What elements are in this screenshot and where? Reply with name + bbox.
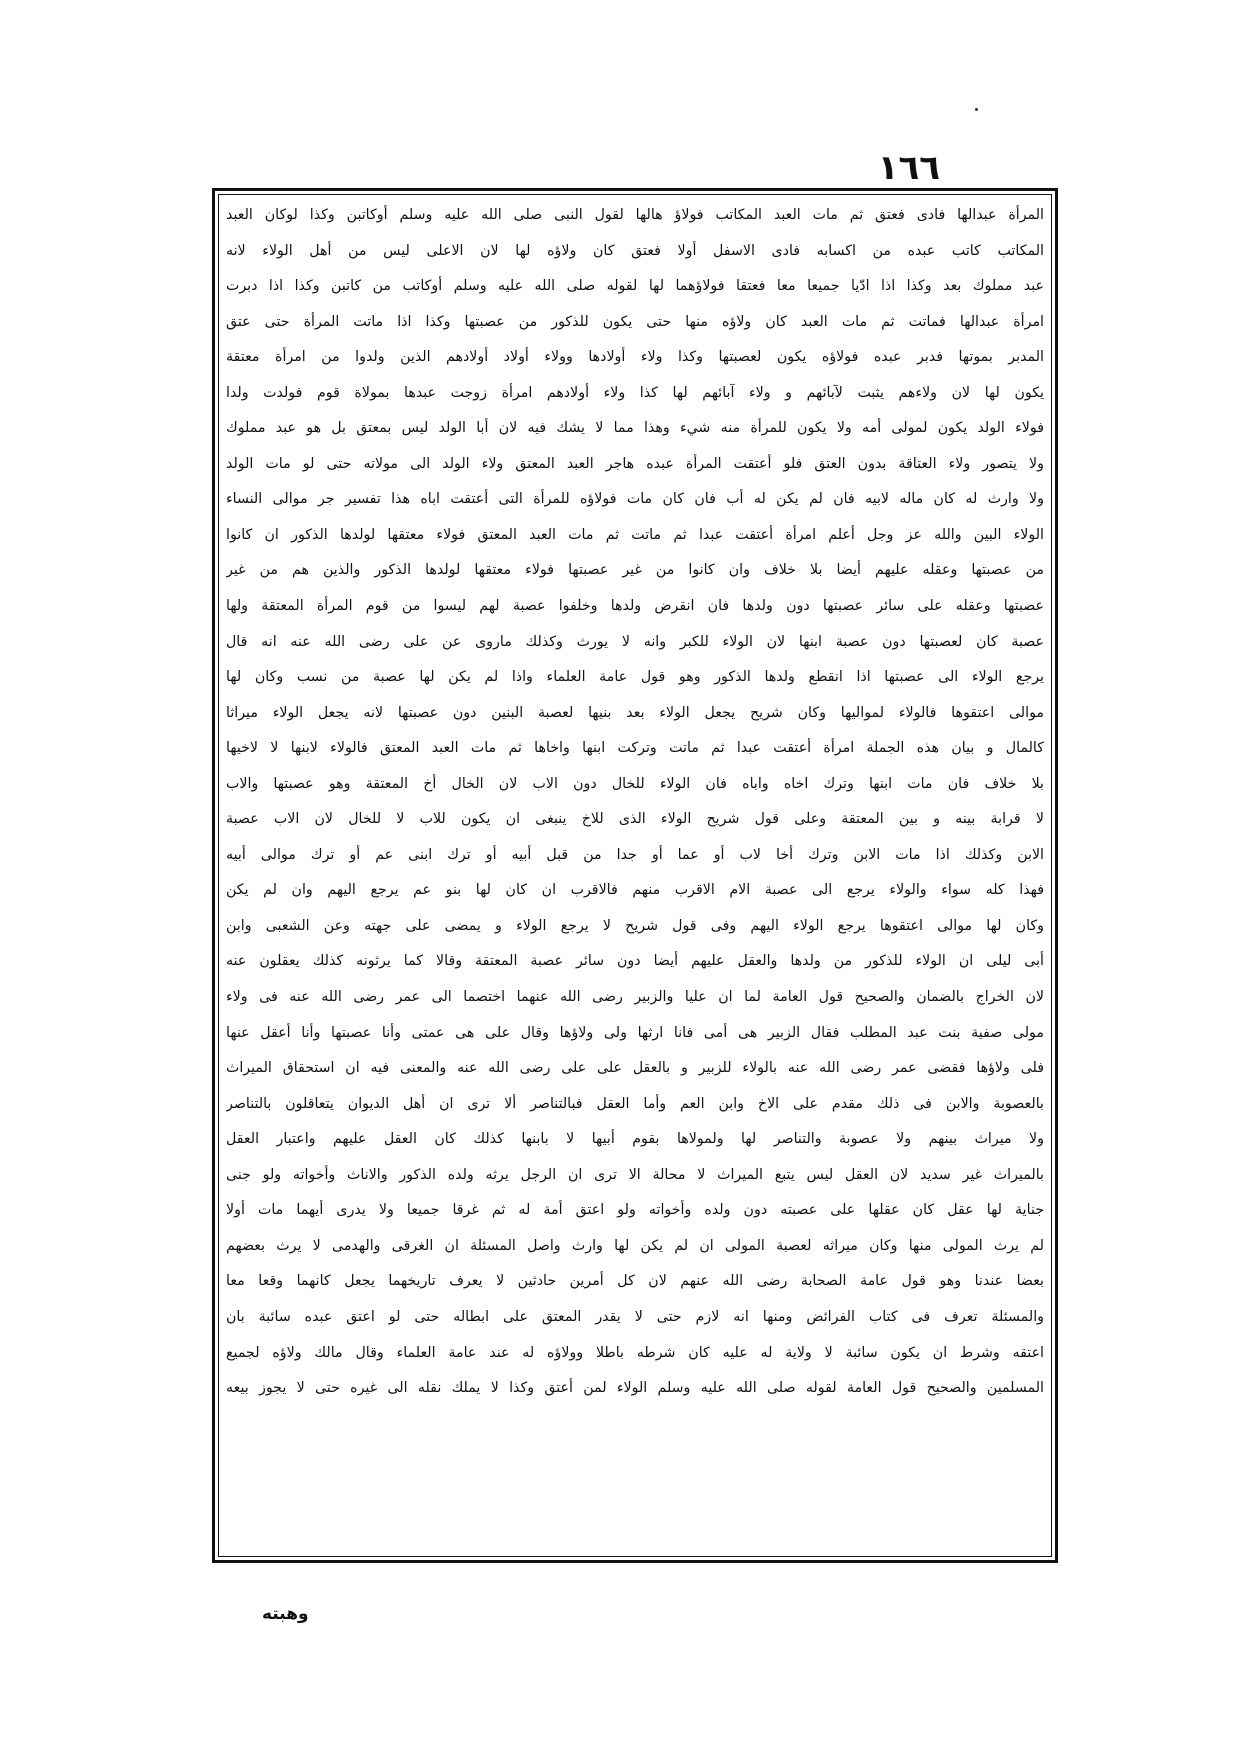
text-line: ولا وارث له كان ماله لابيه فان لم يكن له أب فان كان مات فولاؤه للمرأة التى أعتقت اباه هذا تفسير جر موالى النساء <box>226 491 1044 508</box>
text-line: لان الخراج بالضمان والصحيح قول العامة لما ان عليا والزبير رضى الله عنهما اختصما الى عمر رضى الله عنه فى ولاء <box>226 989 1044 1006</box>
text-line: يكون لها لان ولاءهم يثبت لآبائهم و ولاء آبائهم لها كذا ولاء أولادهم امرأة زوجت عبدها بمولاة قوم فولدت ولدا <box>226 384 1044 401</box>
text-line: المسلمين والصحيح قول العامة لقوله صلى الله عليه وسلم الولاء لمن أعتق وكذا لا يملك نقله الى غيره حتى لا يجوز بيعه <box>226 1380 1044 1397</box>
text-line: لم يرث المولى منها وكان ميراثه لعصبة المولى ان لم يكن لها وارث واصل المسئلة ان الغرقى والهدمى لا يرث بعضهم <box>226 1237 1044 1254</box>
text-line: الولاء البين والله عز وجل أعلم امرأة أعتقت عبدا ثم ماتت ثم مات العبد المعتق فولاء معتقها لولدها الذكور ان كانوا <box>226 526 1044 543</box>
text-line: المرأة عبدالها فادى فعتق ثم مات العبد المكاتب فولاؤ هالها لقول النبى صلى الله عليه وسلم أوكاتبن وكذا لوكان العبد <box>226 207 1044 223</box>
text-line: أبى ليلى ان الولاء للذكور من ولدها والعقل عليهم أيضا دون سائر عصبة المعتقة وقالا كما يرثونه كذلك يعقلون عنه <box>226 953 1044 970</box>
body-text <box>226 198 1044 1550</box>
page-number: ١٦٦ <box>877 148 940 188</box>
text-line: عصبة كان لعصبتها دون عصبة ابنها لان الولاء للكبر وانه لا يورث وكذلك ماروى عن على رضى الله عنه انه قال <box>226 633 1044 650</box>
stray-mark <box>975 108 978 111</box>
text-line: وكان لها موالى اعتقوها يرجع الولاء اليهم وفى قول شريح لا يرجع الولاء و يمضى على جهته وعن الشعبى وابن <box>226 917 1044 934</box>
text-line: امرأة عبدالها فماتت ثم مات العبد كان ولاؤه منها حتى يكون للذكور من عصبتها وكذا اذا ماتت المرأة حتى عتق <box>226 313 1044 330</box>
text-line: ولا ميراث بينهم ولا عصوبة والتناصر لها ولمولاها بقوم أبيها لا بابنها كذلك كان العقل عليهم واعتبار العقل <box>226 1131 1044 1148</box>
text-line: عصبتها وعقله على سائر عصبتها دون ولدها فان انقرض ولدها وخلفوا عصبة لهم ليسوا من قوم المرأة المعتقة ولها <box>226 598 1044 615</box>
text-line: جناية لها عقل كان عقلها على عصبته دون ولده وأخواته ولو اعتق أمة له ثم غرقا جميعا ولا يدرى أيهما مات أولا <box>226 1202 1044 1219</box>
text-line: ولا يتصور ولاء العتاقة بدون العتق فلو أعتقت المرأة عبده هاجر العبد المعتق ولاء الولد الى مولاته حتى لو مات الولد <box>226 455 1044 472</box>
text-line: فلى ولاؤها فقضى عمر رضى الله عنه بالولاء للزبير و بالعقل على على رضى الله عنه والمعنى فيه ان استحقاق الميراث <box>226 1060 1044 1077</box>
text-line: بعضا عندنا وهو قول عامة الصحابة رضى الله عنهم لان كل أمرين حادثين لا يعرف تاريخهما يجعل كانهما وقعا معا <box>226 1273 1044 1290</box>
text-line: المكاتب كاتب عبده من اكسابه فادى الاسفل أولا فعتق كان ولاؤه لها لان الاعلى ليس من أهل الولاء لانه <box>226 242 1044 259</box>
text-line: الابن وكذلك اذا مات الابن وترك أخا لاب أو عما أو جدا من قبل أبيه أو ترك ابنى عم أو ترك موالى أبيه <box>226 846 1044 863</box>
text-line: يرجع الولاء الى عصبتها اذا انقطع ولدها الذكور وهو قول عامة العلماء واذا لم يكن لها عصبة من نسب وكان لها <box>226 669 1044 686</box>
text-line: فهذا كله سواء والولاء يرجع الى عصبة الام الاقرب منهم فالاقرب ان كان لها بنو عم يرجع اليهم وان لم يكن <box>226 882 1044 899</box>
text-line: فولاء الولد يكون لمولى أمه ولا يكون للمرأة منه شيء وهذا مما لا يشك فيه لان أبا الولد ليس بمعتق بل هو عبد مملوك <box>226 420 1044 437</box>
text-line: بالميراث غير سديد لان العقل ليس يتبع الميراث لا محالة الا ترى ان الرجل يرثه ولده الذكور والاناث وأخواته ولو جنى <box>226 1166 1044 1183</box>
text-line: والمسئلة تعرف فى كتاب الفرائض ومنها انه لازم حتى لا يقدر المعتق على ابطاله حتى لو اعتق عبده سائبة بان <box>226 1308 1044 1325</box>
text-line: مولى صفية بنت عبد المطلب فقال الزبير هى أمى فانا ارثها ولى ولاؤها وقال على هى عمتى وأنا عصبتها وأنا أعقل عنها <box>226 1024 1044 1041</box>
text-line: عبد مملوك بعد وكذا اذا ادّيا جميعا معا فعتقا فولاؤهما لها لقوله صلى الله عليه وسلم أوكاتب من كاتبن وكذا اذا دبرت <box>226 278 1044 295</box>
text-line: اعتقه وشرط ان يكون سائبة لا ولاية له عليه كان شرطه باطلا وولاؤه له عند عامة العلماء وقال مالك ولاؤه لجميع <box>226 1344 1044 1361</box>
text-line: لا قرابة بينه و بين المعتقة وعلى قول شريح الولاء الذى للاخ ينبغى ان يكون للاب لا للخال لان الاب عصبة <box>226 811 1044 828</box>
text-line: من عصبتها وعقله عليهم أيضا بلا خلاف وان كانوا من غير عصبتها فولاء معتقها لولدها الذكور والذين هم من غير <box>226 562 1044 579</box>
text-line: بلا خلاف فان مات ابنها وترك اخاه واباه فان الولاء للخال دون الاب لان الخال أخ المعتقة وهو عصبتها والاب <box>226 775 1044 792</box>
catchword: وهبته <box>262 1604 309 1624</box>
text-line: موالى اعتقوها فالولاء لمواليها وكان شريح يجعل الولاء بعد بنيها لعصبة البنين دون عصبتها لانه يجعل الولاء ميراثا <box>226 704 1044 721</box>
text-line: المدبر بموتها فدبر عبده فولاؤه يكون لعصبتها وكذا ولاء أولادها وولاء أولاد أولادهم الذين ولدوا من امرأة معتقة <box>226 349 1044 366</box>
text-line: بالعصوبة والابن فى ذلك مقدم على الاخ وابن العم وأما العقل فبالتناصر ألا ترى ان أهل الديوان يتعاقلون بالتناصر <box>226 1095 1044 1112</box>
text-line: كالمال و بيان هذه الجملة امرأة أعتقت عبدا ثم ماتت وتركت ابنها واخاها ثم مات العبد المعتق فالولاء لابنها لا لاخيها <box>226 740 1044 757</box>
